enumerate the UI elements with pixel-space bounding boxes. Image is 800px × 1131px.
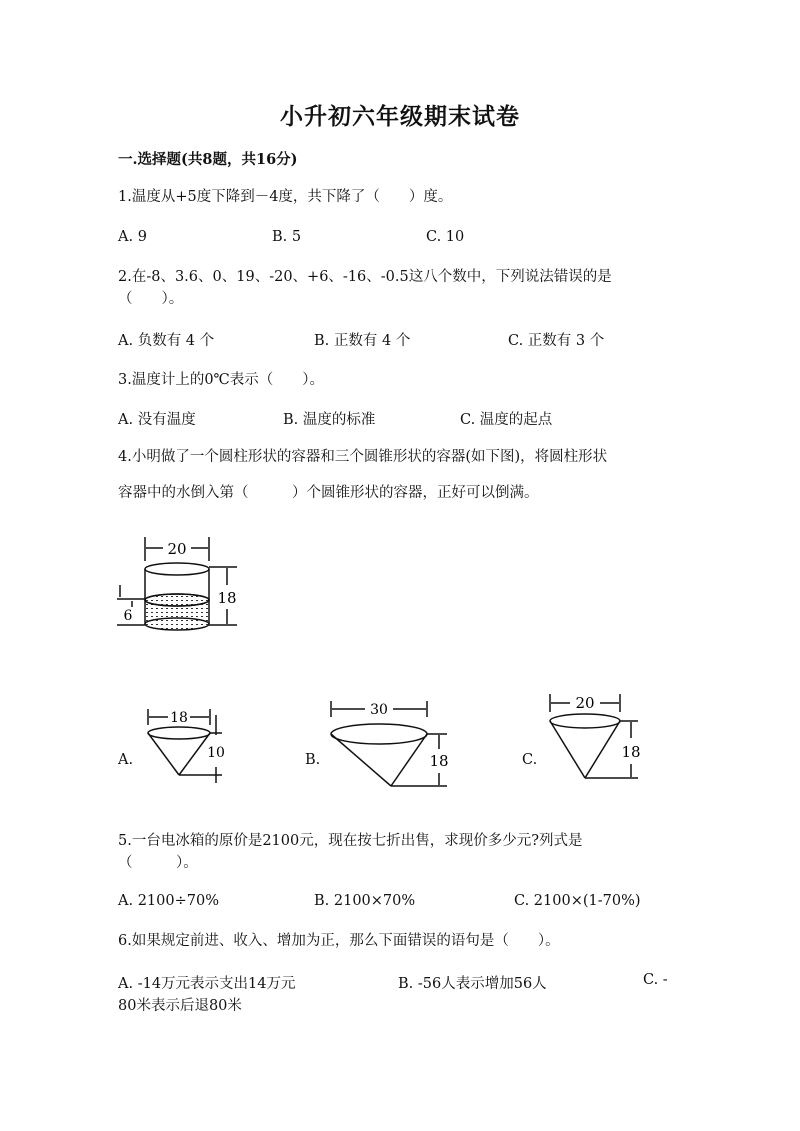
q4-option-b[interactable]: B. <box>305 752 321 768</box>
q1-option-c[interactable]: C. 10 <box>426 229 465 245</box>
cylinder-height-label: 18 <box>217 589 237 607</box>
q2-option-b[interactable]: B. 正数有 4 个 <box>314 333 411 349</box>
q2-option-a[interactable]: A. 负数有 4 个 <box>118 333 215 349</box>
cone-a-figure <box>140 705 230 785</box>
question-4-stem-line1: 4.小明做了一个圆柱形状的容器和三个圆锥形状的容器(如下图)，将圆柱形状 <box>118 449 608 465</box>
q1-option-b[interactable]: B. 5 <box>272 229 302 245</box>
question-5-stem-line1: 5.一台电冰箱的原价是2100元，现在按七折出售，求现价多少元?列式是 <box>118 833 583 849</box>
question-3-stem: 3.温度计上的0℃表示（ ）。 <box>118 372 325 388</box>
cone-b-diameter-label: 30 <box>370 702 388 718</box>
q4-option-a[interactable]: A. <box>118 752 134 768</box>
cone-b-height-label: 18 <box>429 752 449 770</box>
page-title: 小升初六年级期末试卷 <box>280 103 520 130</box>
question-1-stem: 1.温度从+5度下降到－4度，共下降了（ ）度。 <box>118 189 453 205</box>
cone-c-figure <box>540 690 650 790</box>
question-6-stem: 6.如果规定前进、收入、增加为正，那么下面错误的语句是（ ）。 <box>118 933 560 949</box>
q2-option-c[interactable]: C. 正数有 3 个 <box>508 333 605 349</box>
q6-option-a[interactable]: A. -14万元表示支出14万元 <box>118 976 296 992</box>
q3-option-c[interactable]: C. 温度的起点 <box>460 412 553 428</box>
cone-a-diameter-label: 18 <box>170 710 188 726</box>
q5-option-b[interactable]: B. 2100×70% <box>314 893 416 909</box>
q3-option-b[interactable]: B. 温度的标准 <box>283 412 376 428</box>
cone-c-height-label: 18 <box>621 743 641 761</box>
q1-option-a[interactable]: A. 9 <box>118 229 147 245</box>
question-2-stem-line1: 2.在-8、3.6、0、19、-20、+6、-16、-0.5这八个数中，下列说法错误的是 <box>118 269 612 285</box>
cylinder-water-label: 6 <box>123 608 133 624</box>
section-heading: 一.选择题(共8题，共16分) <box>118 151 298 168</box>
q5-option-a[interactable]: A. 2100÷70% <box>118 893 219 909</box>
q6-option-b[interactable]: B. -56人表示增加56人 <box>398 976 547 992</box>
question-4-stem-line2: 容器中的水倒入第（ ）个圆锥形状的容器，正好可以倒满。 <box>118 485 539 501</box>
question-2-stem-line2: （ ）。 <box>118 291 184 307</box>
q6-option-c[interactable]: C. - <box>643 972 668 988</box>
cylinder-diameter-label: 20 <box>167 540 187 558</box>
q4-option-c[interactable]: C. <box>522 752 538 768</box>
q3-option-a[interactable]: A. 没有温度 <box>118 412 196 428</box>
q6-option-c-continued: 80米表示后退80米 <box>118 998 242 1014</box>
cylinder-figure <box>115 535 245 645</box>
question-5-stem-line2: （ ）。 <box>118 855 198 871</box>
q5-option-c[interactable]: C. 2100×(1-70%) <box>514 893 641 909</box>
cone-a-height-label: 10 <box>207 745 225 761</box>
cone-c-diameter-label: 20 <box>575 694 595 712</box>
cone-b-figure <box>325 697 460 795</box>
